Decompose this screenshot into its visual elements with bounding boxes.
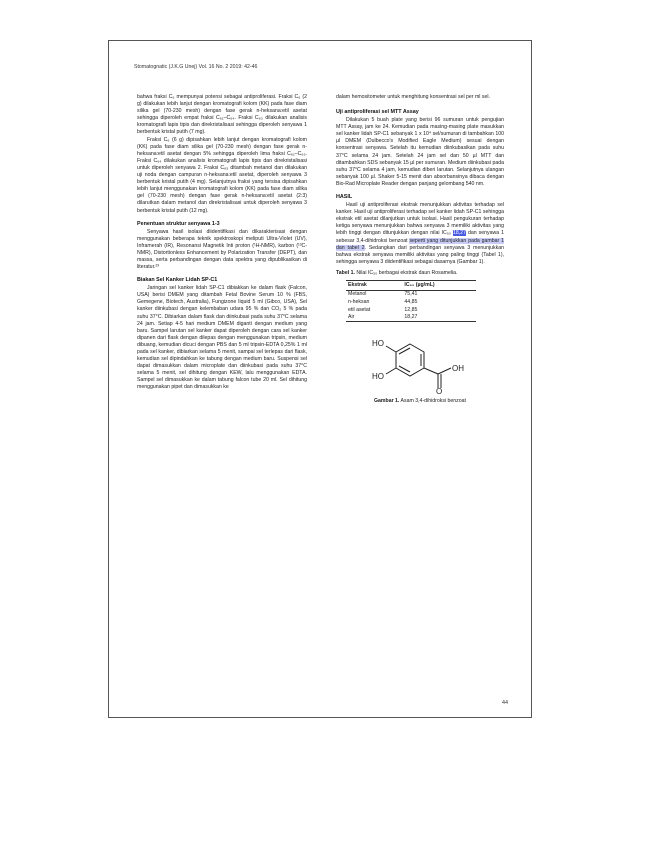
results-paragraph[interactable] xyxy=(336,202,504,266)
section-heading: Biakan Sel Kanker Lidah SP-C1 xyxy=(137,277,218,284)
table-row xyxy=(346,306,476,314)
atom-label: OH xyxy=(452,364,464,374)
chemical-structure xyxy=(358,330,478,394)
table-cell: 18,27 xyxy=(402,314,476,322)
table-cell: Metanol xyxy=(348,291,367,298)
benzene-ring xyxy=(396,344,424,376)
table-row xyxy=(346,299,476,307)
text-run: Hasil uji antiproliferasi ekstrak menunjukkan aktivitas terhadap sel kanker. Hasil uji antiproliferasi terhadap sel kanker lidah SP-C1 sehingga ekstrak etil asetat dilanjutkan untuk isolasi. Hasil pengukuran terhadap ketiga senyawa menunjukkan bahwa senyawa 3 memiliki aktivitas yang lebih tinggi dengan ditunjukkan dengan nilai IC₅₀ xyxy=(336,202,504,237)
table-cell: 75,41 xyxy=(404,291,418,298)
table-caption-text: Nilai IC₅₀ berbagai ekstrak daun Rosamelia. xyxy=(354,269,458,276)
table-cell: 12,85 xyxy=(404,306,418,313)
page-number: 44 xyxy=(502,700,508,706)
text-run: dan senyawa 1 sebesar 3,4-dihidroksi benzoat xyxy=(336,230,504,244)
running-header: Stomatognatic (J.K.G Unej) Vol. 16 No. 2 2019: 42-46 xyxy=(134,64,258,70)
section-heading: HASIL xyxy=(336,194,353,201)
column-header: IC₅₀ (µg/mL) xyxy=(402,280,476,290)
bond xyxy=(438,368,451,374)
figure-caption xyxy=(336,398,504,405)
left-column xyxy=(137,94,307,392)
ic50-table xyxy=(346,280,476,322)
paragraph: Dilakukan 5 buah plate yang berisi 96 sumuran untuk pengujian MTT Assay, jam ke 24. Kemudian pada masing-masing plate masukkan sel kanker lidah SP-C1 sebanyak 1 x 10⁴ sel/sumuran di tambahkan 100 µl DMEM (Dulbecco's Modified Eagle Medium) sesuai dengan konsentrasi senyawa. Setelah itu kemudian diinkubasikan pada suhu 37°C selama 24 jam. Setelah 24 jam sel dan 50 µl MTT dan ditambahkan SDS sebanyak 15 µl per sumuran. Medium diinkubasi pada suhu 37°C selama 4 jam, kemudian diberi larutan. Selanjutnya ulangan sebanyak 100 µl. Shaker 5-15 menit dan absorbansinya dibaca dengan Bio-Rad Microplate Reader dengan panjang gelombang 540 nm. xyxy=(336,117,504,187)
atom-label: HO xyxy=(372,339,384,349)
table-cell: Air xyxy=(346,314,402,322)
paragraph: Fraksi C₆ (6 g) dipisahkan lebih lanjut dengan kromatografi kolom (KK) pada fase diam silika gel (70-230 mesh) dengan fase gerak n-heksana:etil asetat dengan 5% sehingga diperoleh lima fraksi C₆₁–C₆₅. Fraksi C₆₄ dilakukan analisis kromatografi lapis tipis dan direkristalisasi untuk diperoleh senyawa 2. Fraksi C₆₅ ditambah metanol dan dilakukan uji noda dengan campuran n-heksana:etil asetat, diperoleh senyawa 3 berbentuk kristal putih (4 mg). Selanjutnya fraksi yang tersisa dipisahkan lebih lanjut menggunakan kromatografi kolom (KK) pada fase diam silika gel (70-230 mesh) dengan fase gerak n-heksana:etil asetat (2:3) dilarutkan dalam metanol dan direkristalisasi untuk diperoleh senyawa 3 berbentuk kristal putih (12 mg). xyxy=(137,136,307,214)
bond xyxy=(424,368,438,374)
table-caption xyxy=(336,270,504,277)
section-heading: Penentuan struktur senyawa 1-3 xyxy=(137,220,220,227)
table-label: Tabel 1. xyxy=(336,269,355,276)
table-cell: 44,85 xyxy=(404,299,418,306)
table-cell: n-heksan xyxy=(348,299,370,306)
paragraph: bahwa fraksi C₆ mempunyai potensi sebagai antiproliferasi. Fraksi C₆ (2 g) dilakukan lebih lanjut dengan kromatografi kolom (KK) pada fase diam silika gel (70-230 mesh) dengan fase gerak n-heksana:etil asetat sehingga diperoleh empat fraksi C₆₁–C₆₄. Fraksi C₆₃ dilakukan analisis kromatografi lapis tipis dan direkristalisasi sehingga diperoleh senyawa 1 berbentuk kristal putih (7 mg). xyxy=(137,94,307,136)
column-header: Ekstrak xyxy=(346,280,402,290)
paragraph: Jaringan sel kanker lidah SP-C1 dibiakkan ke dalam flask (Falcon, USA) berisi DMEM yang ditambah Fetal Bovine Serum 10 % (FBS, Gemegene, Biotech, Australia), Fungizone liquid 5 ml (Gibco, USA), Sel kanker diinkubasi dengan kelembaban udara 95 % dan CO₂ 5 % pada suhu 37°C. Dibiarkan dalam flask dan diinkubasi pada suhu 37°C selama 24 jam. Setiap 4-5 hari medium DMEM diganti dengan medium yang baru. Sampel larutan sel kanker dapat diperoleh dengan cara sel kanker dipanen dari flask dengan dilepas dengan menggunakan tripsin, medium dibuang, kemudian dicuci dengan PBS dan 5 ml tripsin-EDTA 0,25% 1 ml pada sel kanker, dibiarkan selama 5 menit, sampai sel terlepas dari flask, kemudian sel dipindahkan ke tabung dengan medium baru. Suspensi sel dapat dimasukkan dalam microplate dan diinkubasi pada suhu 37°C selama 5 menit, sel dihitung dengan KEW, lalu menggunakan EDTA. Sampel sel dimasukkan ke dalam tabung falcon tube 20 ml. Sel dihitung menggunakan pipet dan dimasukkan ke xyxy=(137,285,307,391)
selected-text[interactable]: 18,27 xyxy=(452,230,466,237)
table-cell: etil asetat xyxy=(348,306,371,313)
paragraph: Senyawa hasil isolasi diidentifikasi dan dikarakterisasi dengan menggunakan beberapa teknik spektroskopi meliputi Ultra-Violet (UV), Inframerah (IR), Resonansi Magnetik Inti proton (¹H-NMR), karbon (¹³C-NMR), Distortionless Enhancement by Polarization Transfer (DEPT), dan massa, serta perbandingan dengan data spektra yang dipublikasikan di literatur.²³ xyxy=(137,228,307,271)
figure-label: Gambar 1. xyxy=(374,398,400,405)
figure-caption-text: Asam 3,4-dihidroksi benzoat xyxy=(399,398,466,405)
right-column xyxy=(336,94,504,405)
bond xyxy=(386,346,396,352)
highlighted-text[interactable]: seperti yang ditunjukkan pada gambar 1 dan tabel 2 xyxy=(336,237,504,251)
table-row xyxy=(346,314,476,322)
table-row xyxy=(346,290,476,298)
atom-label: O xyxy=(436,387,443,395)
paragraph: dalam hemositometer untuk menghitung konsentrasi sel per ml sel. xyxy=(336,94,490,100)
bond xyxy=(386,368,396,374)
section-heading: Uji antiproliferasi sel MTT Assay xyxy=(336,109,419,116)
table-header-row xyxy=(346,280,476,290)
text-run: . Sedangkan dari perbandingan senyawa 3 menunjukkan bahwa ekstrak senyawa memiliki aktivitas yang paling tinggi (Tabel 1), sehingga senyawa 3 diidentifikasi sebagai dasarnya (Gambar 1). xyxy=(336,244,505,265)
atom-label: HO xyxy=(372,372,384,382)
